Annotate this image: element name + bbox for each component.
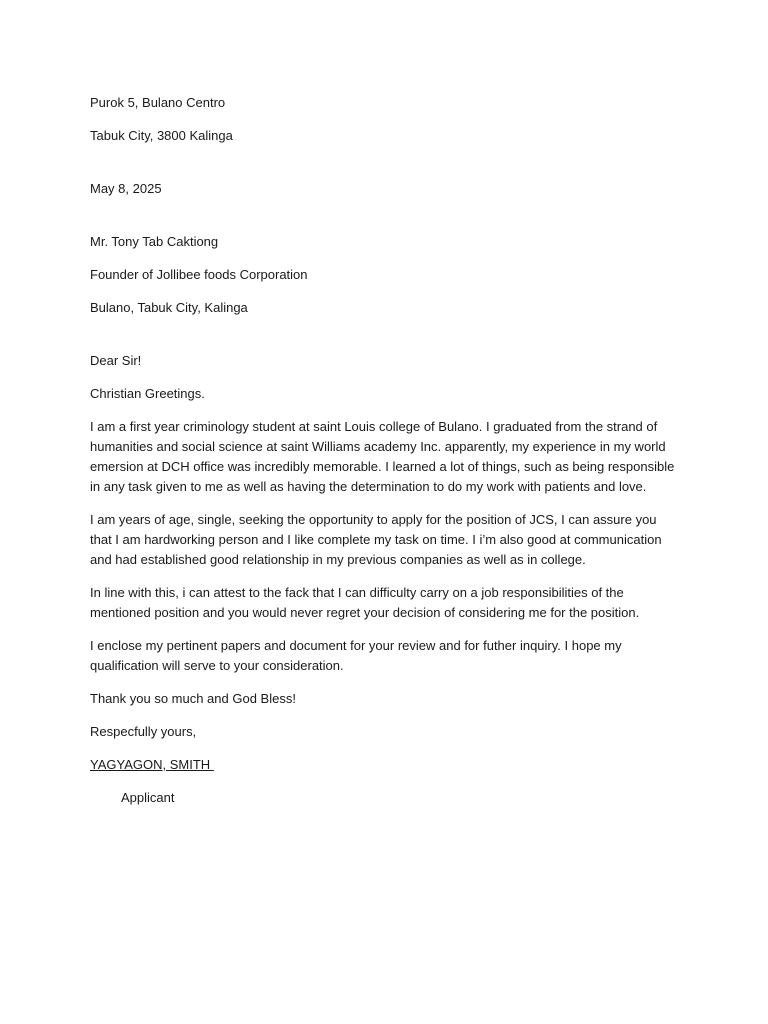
closing-line: Respecfully yours, xyxy=(90,724,197,739)
salutation: Dear Sir! xyxy=(90,353,142,368)
recipient-address: Bulano, Tabuk City, Kalinga xyxy=(90,300,248,315)
body-paragraph-2: I am years of age, single, seeking the opportunity to apply for the position of JCS, I can assure you that I am hardworking person and I like complete my task on time. I i’m also good at communication and had established good relationship in my previous companies as well as in college. xyxy=(90,512,662,567)
letter-date: May 8, 2025 xyxy=(90,181,162,196)
body-paragraph-3: In line with this, i can attest to the fack that I can difficulty carry on a job responsibilities of the mentioned position and you would never regret your decision of considering me for the position. xyxy=(90,585,640,620)
letter-body xyxy=(90,93,676,808)
sender-address-line-2: Tabuk City, 3800 Kalinga xyxy=(90,128,233,143)
recipient-title: Founder of Jollibee foods Corporation xyxy=(90,267,308,282)
sender-address-line-1: Purok 5, Bulano Centro xyxy=(90,95,226,110)
signature-name: YAGYAGON, SMITH xyxy=(90,757,214,772)
signature-title: Applicant xyxy=(121,790,175,805)
recipient-name: Mr. Tony Tab Caktiong xyxy=(90,234,219,249)
body-paragraph-1: I am a first year criminology student at saint Louis college of Bulano. I graduated from the strand of humanities and social science at saint Williams academy Inc. apparently, my experience in my world emersion at DCH office was incredibly memorable. I learned a lot of things, such as being responsible in any task given to me as well as having the determination to do my work with patients and love. xyxy=(90,419,675,494)
thanks-line: Thank you so much and God Bless! xyxy=(90,691,296,706)
greeting: Christian Greetings. xyxy=(90,386,205,401)
body-paragraph-4: I enclose my pertinent papers and document for your review and for futher inquiry. I hope my qualification will serve to your consideration. xyxy=(90,638,622,673)
